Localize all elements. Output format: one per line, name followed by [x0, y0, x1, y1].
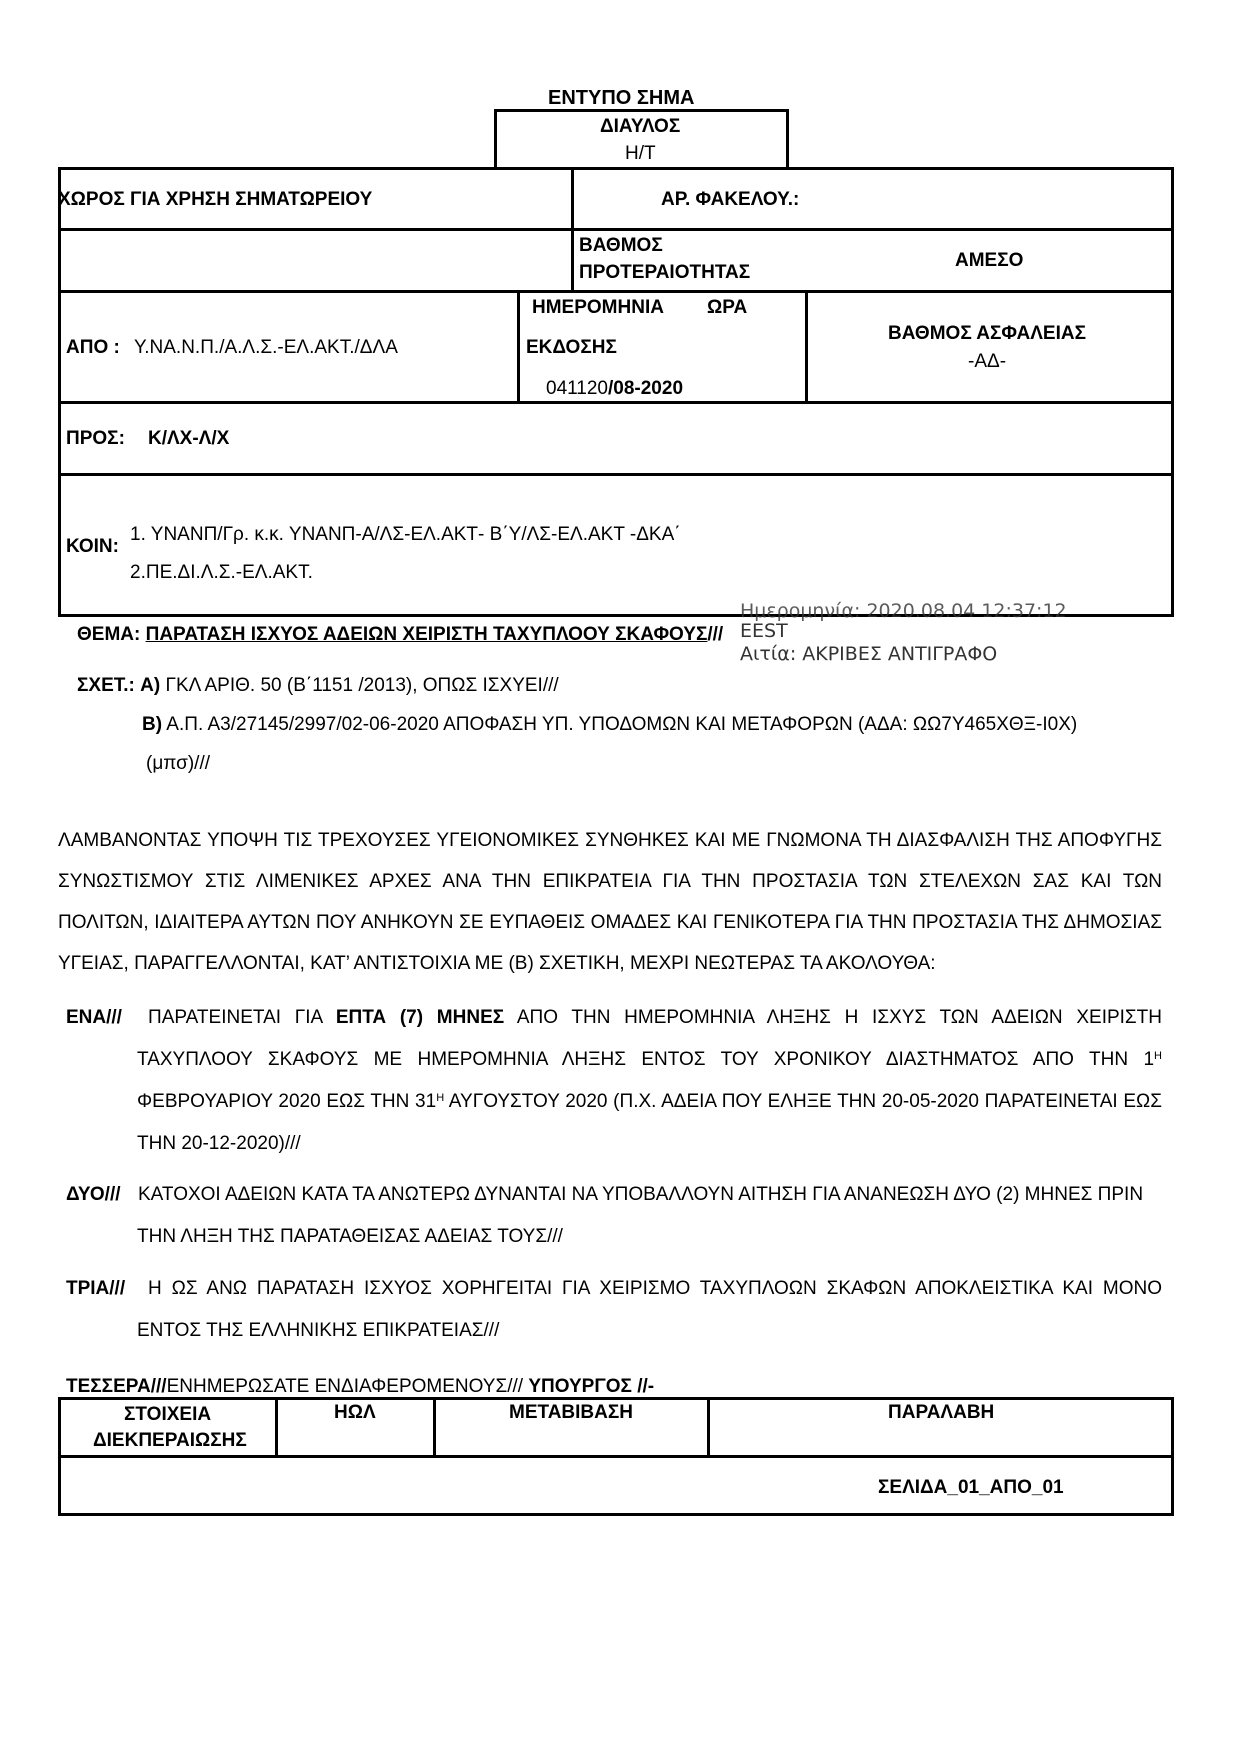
intro-line-3: ΠΟΛΙΤΩΝ, ΙΔΙΑΙΤΕΡΑ ΑΥΤΩΝ ΠΟΥ ΑΝΗΚΟΥΝ ΣΕ ΕΥΠΑΘΕΙΣ ΟΜΑΔΕΣ ΚΑΙ ΓΕΝΙΚΟΤΕΡΑ ΓΙΑ ΤΗΝ ΠΡΟΣΤΑΣΙΑ ΤΗΣ ΔΗΜΟΣΙΑΣ	[58, 912, 1162, 933]
item1-line3-b: ΑΥΓΟΥΣΤΟΥ 2020 (Π.Χ. ΑΔΕΙΑ ΠΟΥ ΕΛΗΞΕ ΤΗΝ 20-05-2020 ΠΑΡΑΤΕΙΝΕΤΑΙ ΕΩΣ	[444, 1091, 1162, 1112]
item1-line-4: ΤΗΝ 20-12-2020)///	[137, 1133, 301, 1154]
item4-text: ΕΝΗΜΕΡΩΣΑΤΕ ΕΝΔΙΑΦΕΡΟΜΕΝΟΥΣ///	[166, 1376, 524, 1397]
item1-line-2	[137, 1039, 1162, 1080]
reference-a-label: Α)	[140, 675, 161, 696]
column-hol: ΗΩΛ	[334, 1402, 376, 1423]
subject-end: ///	[707, 624, 724, 645]
table-line-date-left	[517, 290, 520, 402]
intro-line-1: ΛΑΜΒΑΝΟΝΤΑΣ ΥΠΟΨΗ ΤΙΣ ΤΡΕΧΟΥΣΕΣ ΥΓΕΙΟΝΟΜΙΚΕΣ ΣΥΝΘΗΚΕΣ ΚΑΙ ΜΕ ΓΝΩΜΟΝΑ ΤΗ ΔΙΑΣΦΑΛΙΣΗ ΤΗΣ ΑΠΟΦΥΓΗΣ	[58, 830, 1162, 851]
minister-signature: ΥΠΟΥΡΓΟΣ //-	[528, 1376, 655, 1397]
footer-line-mid	[58, 1455, 1174, 1458]
item1-label: ΕΝΑ///	[66, 1007, 122, 1028]
security-value: -ΑΔ-	[968, 351, 1007, 372]
table-line-date-right	[805, 290, 808, 402]
priority-label-line2: ΠΡΟΤΕΡΑΙΟΤΗΤΑΣ	[579, 262, 751, 283]
cc-label: ΚΟΙΝ:	[66, 536, 119, 557]
from-value: Υ.ΝΑ.Ν.Π./Α.Λ.Σ.-ΕΛ.ΑΚΤ./ΔΛΑ	[134, 337, 398, 358]
column-transmission: ΜΕΤΑΒΙΒΑΣΗ	[509, 1402, 633, 1423]
reference-a	[77, 674, 559, 698]
table-line-right	[1171, 167, 1174, 615]
item1-pre: ΠΑΡΑΤΕΙΝΕΤΑΙ ΓΙΑ	[148, 1007, 323, 1028]
priority-value: ΑΜΕΣΟ	[955, 250, 1024, 271]
footer-line-c3	[707, 1397, 710, 1457]
item2-label: ΔΥΟ///	[66, 1184, 121, 1205]
channel-box-top	[494, 109, 789, 112]
footer-line-top	[58, 1397, 1174, 1400]
item4-label: ΤΕΣΣΕΡΑ///	[66, 1376, 167, 1397]
form-title: ΕΝΤΥΠΟ ΣΗΜΑ	[548, 87, 695, 109]
cc-line-2: 2.ΠΕ.ΔΙ.Λ.Σ.-ΕΛ.ΑΚΤ.	[130, 562, 313, 583]
reference-label: ΣΧΕΤ.:	[77, 675, 135, 696]
column-receipt: ΠΑΡΑΛΑΒΗ	[888, 1402, 995, 1423]
table-line-row1	[58, 228, 1174, 231]
table-line-top	[58, 167, 1174, 170]
reference-b-label: Β)	[142, 714, 163, 735]
issue-number-value: 041120	[546, 378, 608, 399]
item1-line-1	[148, 997, 1162, 1038]
item1-line-3	[137, 1081, 1162, 1122]
security-label: ΒΑΘΜΟΣ ΑΣΦΑΛΕΙΑΣ	[888, 323, 1086, 344]
signature-stamp-date: Ημερομηνία: 2020.08.04 12:37:12	[740, 600, 1067, 622]
item1-post: ΑΠΟ ΤΗΝ ΗΜΕΡΟΜΗΝΙΑ ΛΗΞΗΣ Η ΙΣΧΥΣ ΤΩΝ ΑΔΕΙΩΝ ΧΕΙΡΙΣΤΗ	[516, 1007, 1163, 1028]
to-value: Κ/ΛΧ-Λ/Χ	[148, 428, 230, 449]
channel-box-left	[494, 109, 497, 169]
signature-stamp-tz: EEST	[740, 620, 788, 642]
priority-label-line1: ΒΑΘΜΟΣ	[579, 235, 663, 256]
cc-line-1: 1. ΥΝΑΝΠ/Γρ. κ.κ. ΥΝΑΝΠ-Α/ΛΣ-ΕΛ.ΑΚΤ- Β΄Υ/ΛΣ-ΕΛ.ΑΚΤ -ΔΚΑ΄	[130, 524, 681, 545]
issue-number-suffix: /08-2020	[608, 378, 684, 399]
file-number-label: ΑΡ. ΦΑΚΕΛΟΥ.:	[661, 189, 800, 210]
reference-b-cont: (μπσ)///	[146, 753, 211, 774]
intro-line-4: ΥΓΕΙΑΣ, ΠΑΡΑΓΓΕΛΛΟΝΤΑΙ, ΚΑΤ’ ΑΝΤΙΣΤΟΙΧΙΑ ΜΕ (Β) ΣΧΕΤΙΚΗ, ΜΕΧΡΙ ΝΕΩΤΕΡΑΣ ΤΑ ΑΚΟΛΟΥΘΑ:	[58, 953, 936, 974]
footer-line-c1	[275, 1397, 278, 1457]
subject-line	[77, 623, 723, 647]
channel-value: Η/Τ	[625, 143, 656, 164]
item2-line-1: ΚΑΤΟΧΟΙ ΑΔΕΙΩΝ ΚΑΤΑ ΤΑ ΑΝΩΤΕΡΩ ΔΥΝΑΝΤΑΙ ΝΑ ΥΠΟΒΑΛΛΟΥΝ ΑΙΤΗΣΗ ΓΙΑ ΑΝΑΝΕΩΣΗ ΔΥΟ (2) ΜΗΝΕΣ ΠΡΙΝ	[138, 1184, 1144, 1205]
item2-line-2: ΤΗΝ ΛΗΞΗ ΤΗΣ ΠΑΡΑΤΑΘΕΙΣΑΣ ΑΔΕΙΑΣ ΤΟΥΣ///	[137, 1226, 563, 1247]
table-line-mid-top	[571, 167, 574, 291]
table-line-left	[58, 167, 61, 615]
handling-label-2: ΔΙΕΚΠΕΡΑΙΩΣΗΣ	[93, 1430, 247, 1451]
item1-sup-2: Η	[436, 1092, 445, 1104]
channel-box-right	[786, 109, 789, 169]
reference-b	[142, 713, 1077, 737]
reference-b-text: Α.Π. Α3/27145/2997/02-06-2020 ΑΠΟΦΑΣΗ ΥΠ. ΥΠΟΔΟΜΩΝ ΚΑΙ ΜΕΤΑΦΟΡΩΝ (ΑΔΑ: ΩΩ7Υ465ΧΘΞ-Ι0Χ)	[166, 714, 1078, 735]
date-label: ΗΜΕΡΟΜΗΝΙΑ	[532, 297, 664, 318]
signal-office-label: ΧΩΡΟΣ ΓΙΑ ΧΡΗΣΗ ΣΗΜΑΤΩΡΕΙΟΥ	[58, 189, 373, 210]
issue-number	[546, 377, 683, 401]
item1-line3-a: ΦΕΒΡΟΥΑΡΙΟΥ 2020 ΕΩΣ ΤΗΝ 31	[137, 1091, 437, 1112]
footer-line-right	[1171, 1397, 1174, 1516]
item3-line-1: Η ΩΣ ΑΝΩ ΠΑΡΑΤΑΣΗ ΙΣΧΥΟΣ ΧΟΡΗΓΕΙΤΑΙ ΓΙΑ ΧΕΙΡΙΣΜΟ ΤΑΧΥΠΛΟΩΝ ΣΚΑΦΩΝ ΑΠΟΚΛΕΙΣΤΙΚΑ ΚΑΙ ΜΟΝΟ	[148, 1278, 1162, 1299]
table-line-row3	[58, 401, 1174, 404]
signature-stamp-reason: Αιτία: ΑΚΡΙΒΕΣ ΑΝΤΙΓΡΑΦΟ	[740, 643, 998, 665]
issue-label: ΕΚΔΟΣΗΣ	[526, 337, 617, 358]
item3-line-2: ΕΝΤΟΣ ΤΗΣ ΕΛΛΗΝΙΚΗΣ ΕΠΙΚΡΑΤΕΙΑΣ///	[137, 1320, 500, 1341]
subject-text: ΠΑΡΑΤΑΣΗ ΙΣΧΥΟΣ ΑΔΕΙΩΝ ΧΕΙΡΙΣΤΗ ΤΑΧΥΠΛΟΟΥ ΣΚΑΦΟΥΣ	[145, 624, 708, 645]
item1-line2-text: ΤΑΧΥΠΛΟΟΥ ΣΚΑΦΟΥΣ ΜΕ ΗΜΕΡΟΜΗΝΙΑ ΛΗΞΗΣ ΕΝΤΟΣ ΤΟΥ ΧΡΟΝΙΚΟΥ ΔΙΑΣΤΗΜΑΤΟΣ ΑΠΟ ΤΗΝ 1	[137, 1049, 1155, 1070]
item1-sup-1: Η	[1154, 1050, 1162, 1062]
intro-line-2: ΣΥΝΩΣΤΙΣΜΟΥ ΣΤΙΣ ΛΙΜΕΝΙΚΕΣ ΑΡΧΕΣ ΑΝΑ ΤΗΝ ΕΠΙΚΡΑΤΕΙΑ ΓΙΑ ΤΗΝ ΠΡΟΣΤΑΣΙΑ ΤΩΝ ΣΤΕΛΕΧΩΝ ΣΑΣ ΚΑΙ ΤΩΝ	[58, 871, 1162, 892]
item1-bold: ΕΠΤΑ (7) ΜΗΝΕΣ	[335, 1007, 505, 1028]
footer-line-c2	[433, 1397, 436, 1457]
from-label: ΑΠΟ :	[66, 337, 120, 358]
item3-label: ΤΡΙΑ///	[66, 1278, 126, 1299]
table-line-row4	[58, 473, 1174, 476]
footer-line-left	[58, 1397, 61, 1516]
reference-a-text: ΓΚΛ ΑΡΙΘ. 50 (Β΄1151 /2013), ΟΠΩΣ ΙΣΧΥΕΙ///	[165, 675, 559, 696]
table-line-row2	[58, 290, 1174, 293]
to-label: ΠΡΟΣ:	[66, 428, 125, 449]
channel-label: ΔΙΑΥΛΟΣ	[600, 116, 681, 137]
footer-line-bottom	[58, 1513, 1174, 1516]
item4-line	[66, 1375, 654, 1399]
page-indicator: ΣΕΛΙΔΑ_01_ΑΠΟ_01	[878, 1477, 1064, 1498]
time-label: ΩΡΑ	[707, 297, 748, 318]
handling-label-1: ΣΤΟΙΧΕΙΑ	[124, 1404, 212, 1425]
subject-label: ΘΕΜΑ:	[77, 624, 141, 645]
